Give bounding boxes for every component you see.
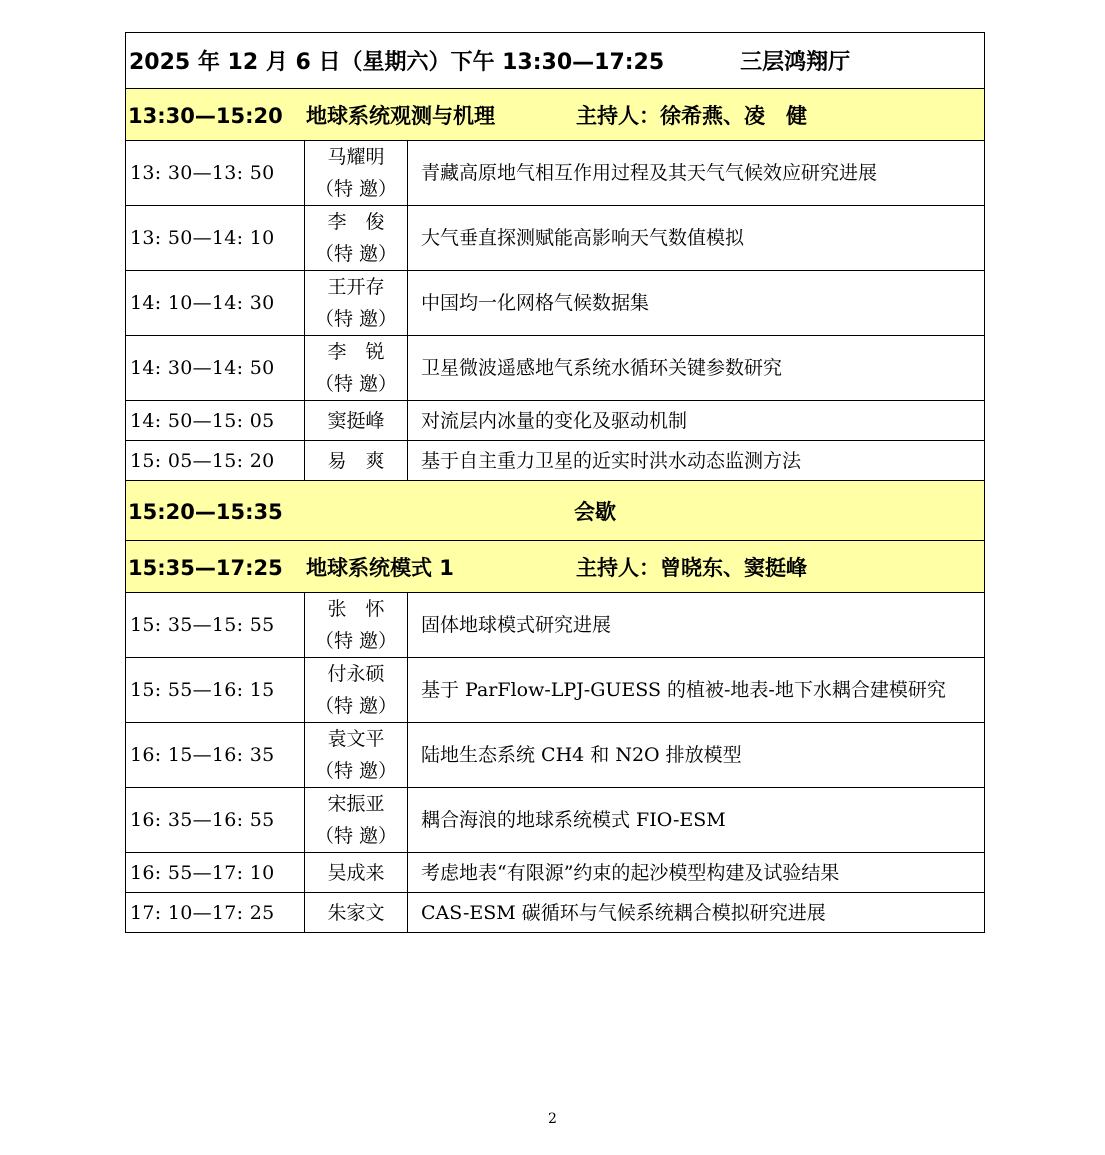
talk-speaker: 窦挺峰 xyxy=(305,401,408,441)
table-row xyxy=(126,271,985,336)
talk-time: 17: 10—17: 25 xyxy=(126,893,305,933)
talk-time: 14: 50—15: 05 xyxy=(126,401,305,441)
table-row xyxy=(126,593,985,658)
talk-speaker xyxy=(305,336,408,401)
table-row xyxy=(126,401,985,441)
talk-speaker: 吴成来 xyxy=(305,853,408,893)
break-label: 会歇 xyxy=(574,499,616,524)
speaker-name: 张 怀 xyxy=(327,598,385,620)
speaker-name: 马耀明 xyxy=(327,146,385,168)
talk-title: 卫星微波遥感地气系统水循环关键参数研究 xyxy=(408,336,985,401)
session-name: 地球系统观测与机理 xyxy=(306,103,495,128)
talk-title: 大气垂直探测赋能高影响天气数值模拟 xyxy=(408,206,985,271)
talk-time: 14: 30—14: 50 xyxy=(126,336,305,401)
table-row xyxy=(126,336,985,401)
break-row xyxy=(126,481,985,541)
header-room: 三层鸿翔厅 xyxy=(740,50,851,75)
speaker-name: 宋振亚 xyxy=(327,793,385,815)
table-row xyxy=(126,441,985,481)
table-row xyxy=(126,141,985,206)
session-host: 主持人：曾晓东、窦挺峰 xyxy=(576,555,807,580)
speaker-invited-note: （特 邀） xyxy=(314,243,398,265)
speaker-invited-note: （特 邀） xyxy=(314,630,398,652)
schedule-header-row xyxy=(126,33,985,89)
speaker-name: 王开存 xyxy=(327,276,385,298)
page-number: 2 xyxy=(548,1111,557,1127)
schedule-header xyxy=(126,33,985,89)
speaker-name: 袁文平 xyxy=(327,728,385,750)
header-datetime: 2025 年 12 月 6 日（星期六）下午 13:30—17:25 xyxy=(129,50,665,75)
talk-time: 16: 15—16: 35 xyxy=(126,723,305,788)
schedule-table xyxy=(125,32,985,933)
talk-speaker: 朱家文 xyxy=(305,893,408,933)
talk-title: 基于自主重力卫星的近实时洪水动态监测方法 xyxy=(408,441,985,481)
talk-time: 13: 30—13: 50 xyxy=(126,141,305,206)
session-row xyxy=(126,89,985,141)
talk-title: 耦合海浪的地球系统模式 FIO-ESM xyxy=(408,788,985,853)
speaker-name: 李 锐 xyxy=(327,341,385,363)
break-time: 15:20—15:35 xyxy=(128,499,283,524)
talk-speaker xyxy=(305,658,408,723)
talk-time: 15: 35—15: 55 xyxy=(126,593,305,658)
session-time: 13:30—15:20 xyxy=(128,103,283,128)
table-row xyxy=(126,893,985,933)
talk-time: 13: 50—14: 10 xyxy=(126,206,305,271)
talk-time: 16: 55—17: 10 xyxy=(126,853,305,893)
speaker-invited-note: （特 邀） xyxy=(314,825,398,847)
talk-title: CAS-ESM 碳循环与气候系统耦合模拟研究进展 xyxy=(408,893,985,933)
session-name: 地球系统模式 1 xyxy=(306,555,454,580)
talk-speaker xyxy=(305,723,408,788)
break-cell xyxy=(126,481,985,541)
talk-speaker xyxy=(305,271,408,336)
speaker-invited-note: （特 邀） xyxy=(314,760,398,782)
talk-title: 固体地球模式研究进展 xyxy=(408,593,985,658)
table-row xyxy=(126,206,985,271)
talk-speaker: 易 爽 xyxy=(305,441,408,481)
speaker-name: 李 俊 xyxy=(327,211,385,233)
talk-title: 考虑地表“有限源”约束的起沙模型构建及试验结果 xyxy=(408,853,985,893)
table-row xyxy=(126,788,985,853)
table-row xyxy=(126,658,985,723)
talk-title: 中国均一化网格气候数据集 xyxy=(408,271,985,336)
session-host: 主持人：徐希燕、凌 健 xyxy=(576,103,807,128)
talk-time: 14: 10—14: 30 xyxy=(126,271,305,336)
talk-time: 15: 05—15: 20 xyxy=(126,441,305,481)
talk-speaker xyxy=(305,206,408,271)
session-row xyxy=(126,541,985,593)
talk-title: 陆地生态系统 CH4 和 N2O 排放模型 xyxy=(408,723,985,788)
talk-speaker xyxy=(305,141,408,206)
session-header xyxy=(126,89,985,141)
session-header xyxy=(126,541,985,593)
speaker-invited-note: （特 邀） xyxy=(314,373,398,395)
talk-speaker xyxy=(305,788,408,853)
talk-title: 对流层内冰量的变化及驱动机制 xyxy=(408,401,985,441)
session-time: 15:35—17:25 xyxy=(128,555,283,580)
talk-title: 基于 ParFlow-LPJ-GUESS 的植被-地表-地下水耦合建模研究 xyxy=(408,658,985,723)
talk-speaker xyxy=(305,593,408,658)
speaker-invited-note: （特 邀） xyxy=(314,178,398,200)
talk-time: 16: 35—16: 55 xyxy=(126,788,305,853)
talk-time: 15: 55—16: 15 xyxy=(126,658,305,723)
table-row xyxy=(126,723,985,788)
talk-title: 青藏高原地气相互作用过程及其天气气候效应研究进展 xyxy=(408,141,985,206)
speaker-name: 付永硕 xyxy=(327,663,385,685)
table-row xyxy=(126,853,985,893)
speaker-invited-note: （特 邀） xyxy=(314,308,398,330)
speaker-invited-note: （特 邀） xyxy=(314,695,398,717)
